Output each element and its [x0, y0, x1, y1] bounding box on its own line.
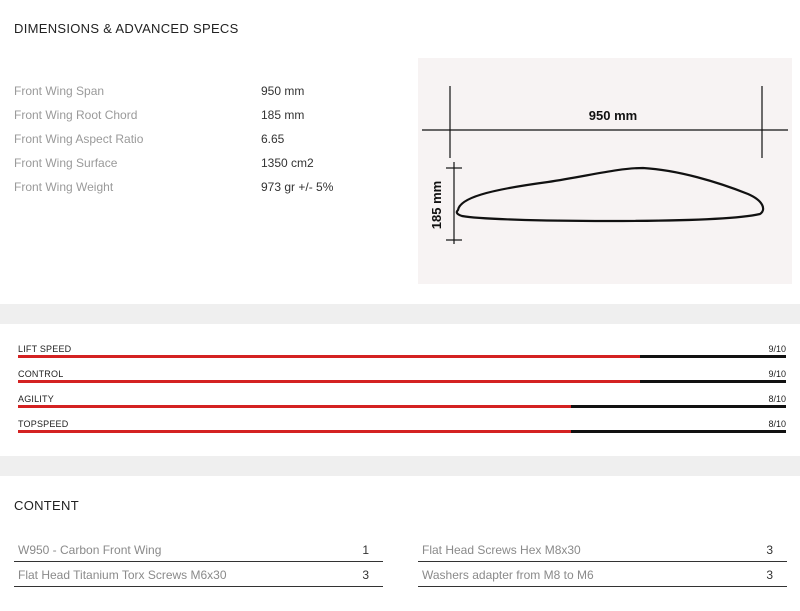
spec-value: 973 gr +/- 5% — [261, 180, 334, 194]
content-title: CONTENT — [14, 498, 79, 513]
spec-row-root-chord — [14, 108, 414, 128]
rating-label: TOPSPEED — [18, 419, 69, 429]
spec-row-weight — [14, 180, 414, 200]
rating-label: CONTROL — [18, 369, 64, 379]
wing-dimension-diagram — [418, 58, 792, 284]
spec-label: Front Wing Aspect Ratio — [14, 132, 144, 146]
content-item-name: Washers adapter from M8 to M6 — [422, 568, 594, 582]
content-item-qty: 3 — [362, 568, 369, 582]
rating-lift-speed — [18, 344, 786, 362]
section-divider-band — [0, 456, 800, 476]
spec-row-span — [14, 84, 414, 104]
spec-label: Front Wing Root Chord — [14, 108, 138, 122]
rating-bar — [18, 355, 786, 358]
spec-row-aspect-ratio — [14, 132, 414, 152]
rating-bar-fill — [18, 380, 640, 383]
content-list-left — [14, 537, 383, 587]
rating-bar — [18, 380, 786, 383]
content-item-qty: 1 — [362, 543, 369, 557]
rating-topspeed — [18, 419, 786, 437]
wing-outline — [457, 168, 763, 221]
spec-value: 1350 cm2 — [261, 156, 314, 170]
wing-outline-svg — [418, 58, 792, 284]
dimensions-title: DIMENSIONS & ADVANCED SPECS — [14, 21, 239, 36]
content-item — [418, 562, 787, 587]
rating-label: LIFT SPEED — [18, 344, 72, 354]
rating-label: AGILITY — [18, 394, 54, 404]
chord-label: 185 mm — [429, 180, 444, 230]
spec-label: Front Wing Weight — [14, 180, 114, 194]
rating-bar-fill — [18, 405, 571, 408]
spec-value: 6.65 — [261, 132, 285, 146]
rating-bar — [18, 430, 786, 433]
section-divider-band — [0, 304, 800, 324]
spec-row-surface — [14, 156, 414, 176]
content-list-right — [418, 537, 787, 587]
content-item — [14, 537, 383, 562]
rating-value: 8/10 — [768, 394, 786, 404]
rating-bar-fill — [18, 430, 571, 433]
spec-value: 950 mm — [261, 84, 305, 98]
content-item — [418, 537, 787, 562]
content-item-qty: 3 — [766, 568, 773, 582]
rating-bar-fill — [18, 355, 640, 358]
rating-control — [18, 369, 786, 387]
content-item-name: Flat Head Titanium Torx Screws M6x30 — [18, 568, 227, 582]
rating-value: 9/10 — [768, 344, 786, 354]
content-item-name: Flat Head Screws Hex M8x30 — [422, 543, 581, 557]
rating-agility — [18, 394, 786, 412]
spec-value: 185 mm — [261, 108, 305, 122]
rating-value: 8/10 — [768, 419, 786, 429]
span-label: 950 mm — [588, 108, 638, 123]
spec-label: Front Wing Span — [14, 84, 105, 98]
content-item-qty: 3 — [766, 543, 773, 557]
rating-bar — [18, 405, 786, 408]
content-item-name: W950 - Carbon Front Wing — [18, 543, 162, 557]
content-item — [14, 562, 383, 587]
spec-label: Front Wing Surface — [14, 156, 118, 170]
rating-value: 9/10 — [768, 369, 786, 379]
